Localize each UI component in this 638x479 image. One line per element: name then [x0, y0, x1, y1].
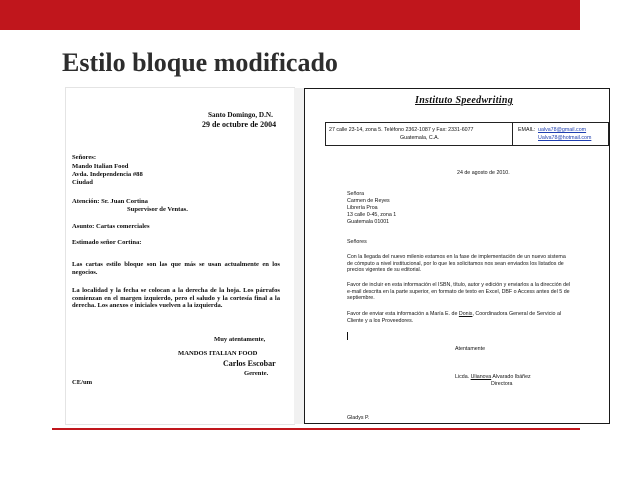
slide-title: Estilo bloque modificado: [62, 48, 338, 77]
left-letter-image: [66, 88, 294, 424]
letter-closing: Muy atentamente,: [214, 336, 266, 343]
letter-attention-1: Atención: Sr. Juan Cortina: [72, 198, 148, 205]
title-accent-bar: [0, 0, 580, 30]
letter-place: Santo Domingo, D.N.: [208, 111, 273, 119]
signer-first-name: Ulianova: [470, 374, 492, 380]
letter-paragraph-1: Con la llegada del nuevo milenio estamos en la fase de implementación de un nuevo sistema de cómputo a nivel institucional, por lo que les solicitamos nos sean enviados los listados de precios vigentes de su editorial.: [347, 254, 566, 274]
letter-paragraph-1: Las cartas estilo bloque son las que más se usan actualmente en los negocios.: [72, 261, 280, 276]
letter-company: MANDOS ITALIAN FOOD: [178, 350, 258, 357]
signer-surname: Alvarado Ibáñez: [491, 374, 531, 380]
letter-paragraph-2: La localidad y la fecha se colocan a la derecha de la hoja. Los párrafos comienzan en el margen izquierdo, pero el saludo y la cortesía final a la derecha. Los anexos e iniciales vuelven a la izquierda.: [72, 287, 280, 310]
addressee-line-4: 13 calle 0-45, zona 1: [347, 212, 397, 218]
letter-attention-2: Supervisor de Ventas.: [127, 206, 188, 213]
paragraph-3-text-a: Favor de enviar esta información a María E. de: [347, 311, 459, 317]
letter-signer: Carlos Escobar: [223, 359, 276, 368]
addressee-line-2: Carmen de Reyes: [347, 198, 390, 204]
signer-prefix: Licda.: [455, 374, 471, 380]
letter-paragraph-3: [347, 311, 572, 324]
letter-recipient-2: Avda. Independencia #88: [72, 171, 143, 178]
letterhead-email-1: ualva78@gmail.com: [538, 127, 587, 133]
letter-date: 29 de octubre de 2004: [202, 120, 277, 129]
letter-initials: Gladys P.: [347, 415, 370, 421]
letter-initials: CE/um: [72, 379, 93, 386]
letter-recipient-1: Mando Italian Food: [72, 163, 129, 170]
text-cursor: [347, 332, 348, 340]
letterhead-divider: [512, 123, 513, 145]
paragraph-3-text-b: , Coordinadora General de Servicio al Cliente y a los Proveedores.: [347, 311, 562, 324]
institute-logo: Instituto Speedwriting: [415, 95, 514, 106]
letter-paragraph-2: Favor de incluir en esta información el ISBN, título, autor y edición y enviarlos a la dirección del e-mail descrita en la parte superior, en formato de texto en Excel, DBF o Access antes del 5 de septiembre.: [347, 282, 571, 302]
letter-signer-title: Directora: [491, 381, 513, 387]
page-gutter: [294, 88, 304, 424]
letterhead-email-label: EMAIL:: [518, 127, 536, 133]
paragraph-3-name: Donis: [458, 311, 473, 317]
letter-date: 24 de agosto de 2010.: [457, 170, 510, 176]
letter-subject: Asunto: Cartas comerciales: [72, 223, 150, 230]
addressee-line-5: Guatemala 01001: [347, 219, 390, 225]
addressee-line-3: Librería Proa: [347, 205, 378, 211]
bottom-accent-line: [52, 428, 580, 430]
letter-signer: [455, 374, 531, 381]
addressee-line-1: Señora: [347, 191, 365, 197]
letter-recipient-3: Ciudad: [72, 179, 93, 186]
letter-greeting: Estimado señor Cortina:: [72, 239, 142, 246]
letter-closing: Atentamente: [455, 346, 486, 352]
letterhead-box: [325, 122, 609, 146]
letterhead-address: 27 calle 23-14, zona 5. Teléfono 2362-1087 y Fax: 2331-6077: [329, 127, 474, 133]
right-letter-image: [304, 88, 610, 424]
letterhead-email-2: Ualva78@hotmail.com: [538, 135, 592, 141]
letter-salutation-to: Señores:: [72, 154, 97, 161]
letter-greeting: Señores: [347, 239, 367, 245]
letterhead-city: Guatemala, C.A.: [400, 135, 440, 141]
letter-signer-title: Gerente.: [244, 370, 269, 377]
